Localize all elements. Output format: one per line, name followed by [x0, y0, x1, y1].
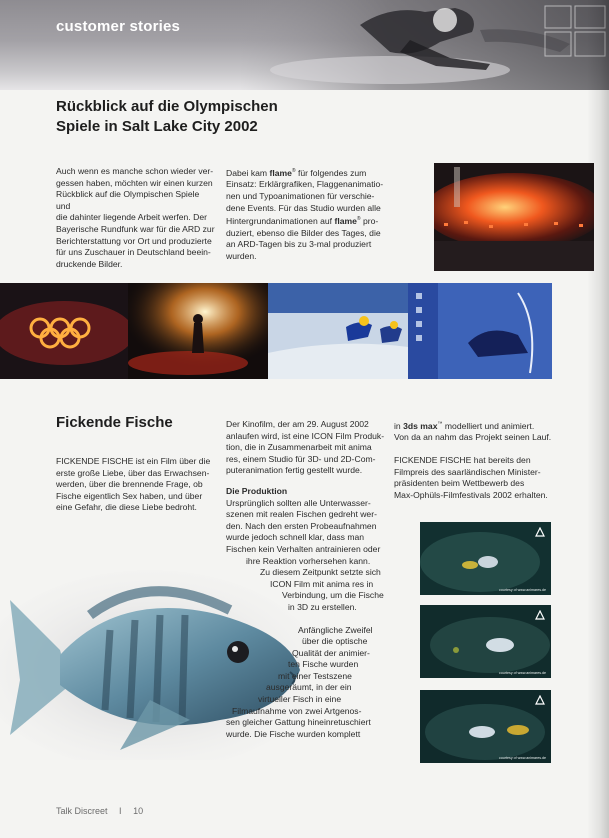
text-line: ICON Film mit anima res in — [270, 578, 374, 589]
still-caption: courtesy of www.animares.de — [499, 671, 546, 675]
graphics-animation-photo — [408, 283, 552, 379]
text-line: über die optische — [302, 636, 368, 647]
fireworks-performer-photo — [128, 283, 268, 379]
page-gutter-shadow — [587, 0, 609, 838]
text-line: dene Events. Für das Studio wurden alle — [226, 202, 381, 213]
ceremony-fire-photo — [434, 163, 594, 271]
text-line: ihre Reaktion vorhersehen kann. — [246, 555, 371, 566]
production-subhead: Die Produktion — [226, 485, 288, 496]
text-line — [226, 214, 388, 227]
text-line — [226, 166, 388, 179]
text-line: duziert, ebenso die Bilder des Tages, die — [226, 227, 381, 238]
text-line: eine Gefahr, die diese Liebe bedroht. — [56, 502, 197, 513]
text-line — [394, 419, 554, 432]
animares-logo-icon — [535, 610, 545, 620]
text-line: wurden. — [226, 250, 257, 261]
text-line: Von da an nahm das Projekt seinen Lauf. — [394, 432, 552, 443]
text-line: mit einer Testszene — [278, 670, 352, 681]
text-line: Bayerische Rundfunk war für die ARD zur — [56, 223, 215, 234]
text-line: Einsatz: Erklärgrafiken, Flaggenanimatio- — [226, 179, 384, 190]
text-line: Rückblick auf die Olympischen Spiele und — [56, 189, 200, 211]
article2-second-column — [226, 419, 398, 740]
article-headline — [56, 97, 356, 137]
text-line: wurde jedoch schnell klar, dass man — [226, 532, 365, 543]
text-line: res, einem Studio für 3D- und 2D-Com- — [226, 453, 376, 464]
text-line: erste große Liebe, über das Erwachsen- — [56, 467, 210, 478]
olympics-photo-strip — [0, 283, 552, 379]
headline-line-1: Rückblick auf die Olympischen — [56, 98, 278, 115]
text-line: Der Kinofilm, der am 29. August 2002 — [226, 419, 369, 429]
text-line: Qualität der animier- — [292, 647, 370, 658]
film-still-3 — [420, 690, 551, 763]
text-line: Auch wenn es manche schon wieder ver- — [56, 166, 214, 176]
text-line: Anfängliche Zweifel — [298, 624, 373, 635]
animares-logo-icon — [535, 695, 545, 705]
text-line: präsidenten beim Wettbewerb des — [394, 478, 525, 489]
text-line: wurde. Die Fische wurden komplett — [226, 728, 361, 739]
section-title: customer stories — [56, 18, 181, 35]
text-line: Fische eigentlich Sex haben, und über — [56, 490, 203, 501]
text-line: szenen mit realen Fischen gedreht wer- — [226, 509, 377, 520]
text-line: nen und Typoanimationen für verschie- — [226, 191, 375, 202]
section-header — [0, 0, 609, 90]
text-line: tion, die in Zusammenarbeit mit anima — [226, 442, 372, 453]
text-line: druckende Bilder. — [56, 258, 123, 269]
text-fragment: in — [394, 420, 401, 431]
text-line: den. Nach den ersten Probeaufnahmen — [226, 520, 377, 531]
page-footer — [56, 806, 143, 816]
text-fragment: Hintergrundanimationen auf — [226, 216, 333, 227]
text-line: Zu diesem Zeitpunkt setzte sich — [260, 567, 381, 578]
still-caption: courtesy of www.animares.de — [499, 756, 546, 760]
trademark-mark: ™ — [437, 421, 443, 427]
speed-skaters-photo — [268, 283, 408, 379]
publication-name: Talk Discreet — [56, 806, 108, 816]
article2-third-column — [394, 419, 554, 501]
text-line: sen gleicher Gattung hineinretuschiert — [226, 717, 371, 728]
text-line: FICKENDE FISCHE ist ein Film über die — [56, 456, 211, 466]
text-line: Verbindung, um die Fische — [282, 590, 384, 601]
text-line: Filmaufnahme von zwei Artgenos- — [232, 705, 362, 716]
text-line: ten Fische wurden — [288, 659, 359, 670]
text-line: Fischen kein Verhalten antrainieren oder — [226, 543, 381, 554]
olympic-rings-photo — [0, 283, 128, 379]
text-fragment: modelliert und animiert. — [444, 420, 535, 431]
text-line: virtueller Fisch in eine — [258, 694, 342, 705]
text-fragment: Dabei kam — [226, 167, 268, 178]
article2-intro-column — [56, 456, 216, 514]
text-line: in 3D zu erstellen. — [288, 601, 357, 612]
text-line: puteranimation fertig gestellt wurde. — [226, 465, 363, 476]
text-line: FICKENDE FISCHE hat bereits den — [394, 455, 531, 466]
text-line: für uns Zuschauer in Deutschland beein- — [56, 247, 211, 258]
text-fragment: für folgendes zum — [298, 167, 367, 178]
headline-line-2: Spiele in Salt Lake City 2002 — [56, 118, 258, 135]
page-number: 10 — [133, 806, 144, 816]
article-intro-column — [56, 166, 216, 270]
product-name-flame: flame — [269, 167, 292, 178]
film-still-2 — [420, 605, 551, 678]
text-line: Berichterstattung vor Ort und produzierte — [56, 235, 212, 246]
text-line: Max-Ophüls-Filmfestivals 2002 erhalten. — [394, 489, 548, 500]
text-line: Filmpreis des saarländischen Minister- — [394, 466, 541, 477]
text-line: werden, über die brennende Frage, ob — [56, 479, 203, 490]
film-still-1 — [420, 522, 551, 595]
product-name-3dsmax: 3ds max — [403, 420, 438, 431]
still-caption: courtesy of www.animares.de — [499, 588, 546, 592]
article-second-column — [226, 166, 388, 262]
registered-mark: ® — [291, 168, 296, 174]
paragraph-gap — [394, 444, 554, 455]
text-line: an ARD-Tagen bis zu 3-mal produziert — [226, 239, 372, 250]
text-line: Ursprünglich sollten alle Unterwasser- — [226, 497, 371, 508]
product-name-flame: flame — [334, 216, 357, 227]
article2-headline: Fickende Fische — [56, 414, 173, 431]
animares-logo-icon — [535, 527, 545, 537]
registered-mark: ® — [356, 216, 361, 223]
text-line: ausgeräumt, in der ein — [266, 682, 352, 693]
text-line: gessen haben, möchten wir einen kurzen — [56, 177, 213, 188]
text-line: anlaufen wird, ist eine ICON Film Produk- — [226, 430, 385, 441]
footer-separator: I — [119, 806, 122, 816]
text-line: die dahinter liegende Arbeit werfen. Der — [56, 212, 207, 223]
text-fragment: pro- — [362, 216, 379, 227]
